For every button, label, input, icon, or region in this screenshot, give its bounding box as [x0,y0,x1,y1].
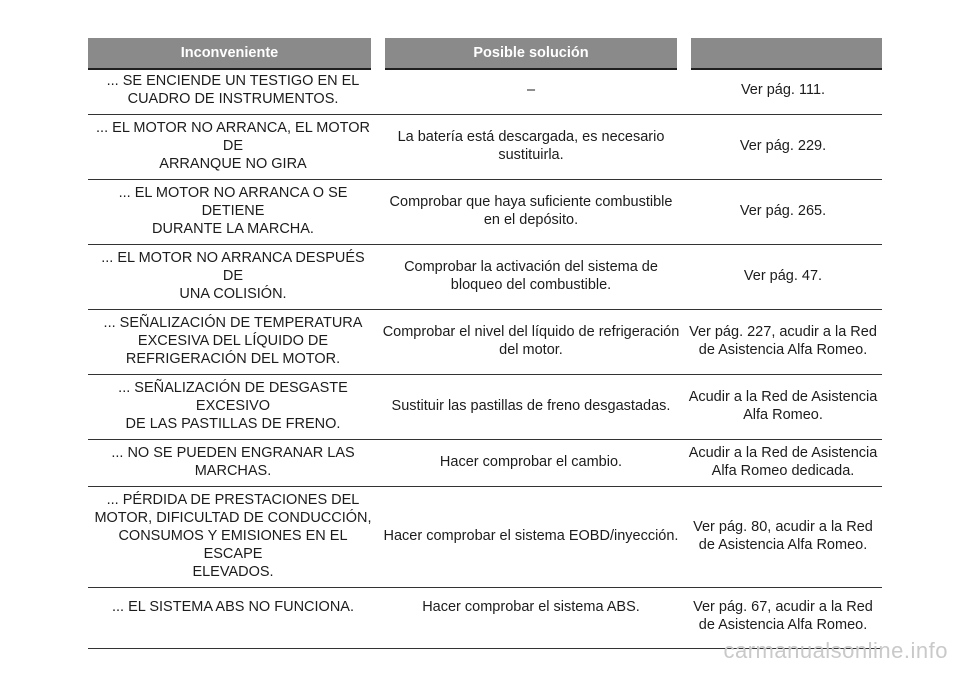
reference-cell: Ver pág. 67, acudir a la Red de Asistencia Alfa Romeo. [684,588,882,649]
problem-cell: ... EL MOTOR NO ARRANCA DESPUÉS DE UNA COLISIÓN. [88,245,378,310]
problem-cell: ... EL MOTOR NO ARRANCA, EL MOTOR DE ARRANQUE NO GIRA [88,115,378,180]
reference-cell: Ver pág. 229. [684,115,882,180]
problem-cell: ... SE ENCIENDE UN TESTIGO EN EL CUADRO DE INSTRUMENTOS. [88,69,378,115]
header-reference [684,38,882,69]
header-solution: Posible solución [378,38,684,69]
table-header-row [88,38,882,69]
reference-cell: Acudir a la Red de Asistencia Alfa Romeo dedicada. [684,440,882,487]
problem-cell: ... EL SISTEMA ABS NO FUNCIONA. [88,588,378,649]
reference-cell: Ver pág. 265. [684,180,882,245]
table-row [88,440,882,487]
problem-cell: ... NO SE PUEDEN ENGRANAR LAS MARCHAS. [88,440,378,487]
table-row [88,180,882,245]
reference-cell: Ver pág. 47. [684,245,882,310]
reference-cell: Ver pág. 111. [684,69,882,115]
table-row [88,310,882,375]
solution-cell: Comprobar que haya suficiente combustible en el depósito. [378,180,684,245]
table-row [88,69,882,115]
solution-cell: Hacer comprobar el sistema ABS. [378,588,684,649]
header-problem: Inconveniente [88,38,378,69]
reference-cell: Ver pág. 80, acudir a la Red de Asistencia Alfa Romeo. [684,487,882,588]
table-row [88,487,882,588]
troubleshooting-page [88,38,882,649]
site-watermark: carmanualsonline.info [723,638,948,663]
problem-cell: ... EL MOTOR NO ARRANCA O SE DETIENE DURANTE LA MARCHA. [88,180,378,245]
table-row [88,115,882,180]
table-row [88,375,882,440]
solution-cell: Comprobar el nivel del líquido de refrigeración del motor. [378,310,684,375]
troubleshooting-table [88,38,882,649]
solution-cell: Comprobar la activación del sistema de bloqueo del combustible. [378,245,684,310]
solution-cell: La batería está descargada, es necesario sustituirla. [378,115,684,180]
reference-cell: Acudir a la Red de Asistencia Alfa Romeo. [684,375,882,440]
problem-cell: ... PÉRDIDA DE PRESTACIONES DEL MOTOR, DIFICULTAD DE CONDUCCIÓN, CONSUMOS Y EMISIONES EN EL ESCAPE ELEVADOS. [88,487,378,588]
table-row [88,245,882,310]
solution-cell: Hacer comprobar el sistema EOBD/inyección. [378,487,684,588]
problem-cell: ... SEÑALIZACIÓN DE DESGASTE EXCESIVO DE LAS PASTILLAS DE FRENO. [88,375,378,440]
solution-cell: – [378,69,684,115]
reference-cell: Ver pág. 227, acudir a la Red de Asistencia Alfa Romeo. [684,310,882,375]
solution-cell: Hacer comprobar el cambio. [378,440,684,487]
solution-cell: Sustituir las pastillas de freno desgastadas. [378,375,684,440]
problem-cell: ... SEÑALIZACIÓN DE TEMPERATURA EXCESIVA DEL LÍQUIDO DE REFRIGERACIÓN DEL MOTOR. [88,310,378,375]
